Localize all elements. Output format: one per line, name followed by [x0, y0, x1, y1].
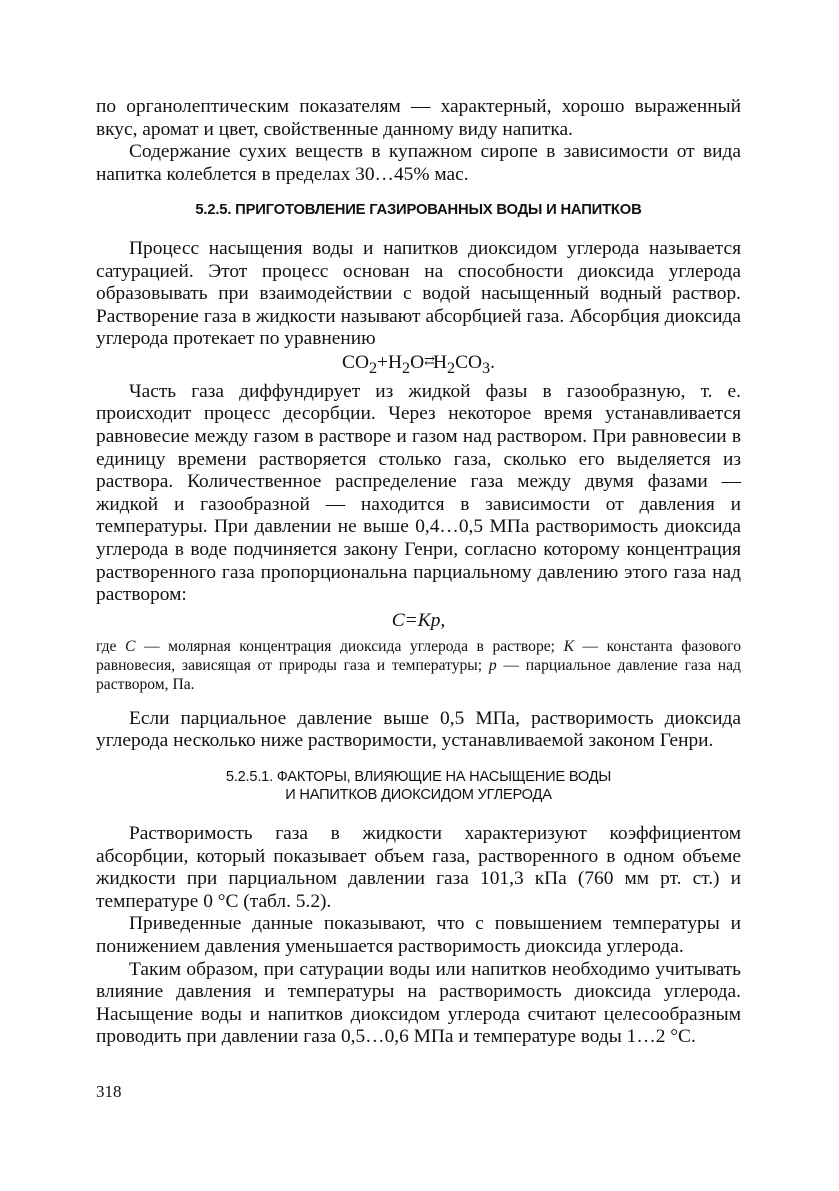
text-column-3	[96, 823, 741, 1049]
paragraph-conclusion: Таким образом, при сатурации воды или напитков необходимо учитывать влияние давления и температуры на растворимость диоксида углерода. Насыщение воды и напитков диоксидом углерода считают целесообразным проводить при давлении газа 0,5…0,6 МПа и температуре воды 1…2 °С.	[96, 958, 741, 1048]
paragraph-absorption-coefficient: Растворимость газа в жидкости характеризуют коэффициентом абсорбции, который показывает объем газа, растворенного в одном объеме жидкости при парциальном давлении газа 101,3 кПа (760 мм рт. ст.) и температуре 0 °С (табл. 5.2).	[96, 823, 741, 912]
eq-sub2b: 2	[402, 359, 411, 377]
note-k: K	[563, 637, 574, 655]
paragraph-dry-matter: Содержание сухих веществ в купажном сиропе в зависимости от вида напитка колеблется в пределах 30…45% мас.	[96, 141, 741, 185]
eq-sub3: 3	[482, 359, 491, 377]
eq-sub2c: 2	[447, 359, 456, 377]
note-p: p	[488, 656, 497, 674]
equation-carbonic-acid	[96, 351, 741, 381]
note-where: где	[96, 637, 117, 655]
subsection-heading-line-1: 5.2.5.1. ФАКТОРЫ, ВЛИЯЮЩИЕ НА НАСЫЩЕНИЕ ВОДЫ	[225, 769, 612, 785]
formula-note	[96, 637, 741, 694]
eq-o: O	[410, 351, 425, 373]
page-number: 318	[96, 1082, 122, 1101]
paragraph-continuation: по органолептическим показателям — характерный, хорошо выраженный вкус, аромат и цвет, свойственные данному виду напитка.	[96, 96, 741, 140]
eq-co: CO	[342, 351, 369, 373]
eq-co3: CO	[455, 351, 483, 373]
subsection-heading-block	[96, 768, 741, 804]
paragraph-desorption: Часть газа диффундирует из жидкой фазы в газообразную, т. е. происходит процесс десорбции. Через некоторое время устанавливается равновесие между газом в растворе и газом над раствором. При равновесии в единицу времени растворяется столько газа, сколько его выделяется из раствора. Количественное распределение газа между двумя фазами — жидкой и газообразной — находится в зависимости от давления и температуры. При давлении не выше 0,4…0,5 МПа растворимость диоксида углерода в воде подчиняется закону Генри, согласно которому концентрация растворенного газа пропорциональна парциальному давлению этого газа над раствором:	[96, 380, 741, 606]
note-c-desc: — молярная концентрация диоксида углерода в растворе;	[143, 637, 556, 655]
eq-sub2: 2	[368, 359, 378, 377]
subsection-heading-line-2: И НАПИТКОВ ДИОКСИДОМ УГЛЕРОДА	[285, 787, 552, 803]
text-column-2	[96, 238, 741, 753]
note-k-desc: — константа фазового равновесия, зависящая от природы газа и температуры;	[96, 637, 741, 674]
eq-end: .	[490, 351, 495, 373]
eq-h: H	[433, 351, 448, 373]
equilibrium-arrows-icon: ⇄	[424, 352, 433, 368]
paragraph-henry-limit: Если парциальное давление выше 0,5 МПа, растворимость диоксида углерода несколько ниже растворимости, устанавливаемой законом Генри.	[96, 707, 741, 752]
section-heading: 5.2.5. ПРИГОТОВЛЕНИЕ ГАЗИРОВАННЫХ ВОДЫ И НАПИТКОВ	[195, 202, 642, 218]
eq-plus-h: +H	[377, 351, 402, 373]
paragraph-data-shows: Приведенные данные показывают, что с повышением температуры и понижением давления уменьшается растворимость диоксида углерода.	[96, 913, 741, 957]
henry-law-formula: C=Kp,	[391, 609, 446, 631]
note-p-desc: — парциальное давление газа над раствором, Па.	[96, 656, 741, 693]
text-column	[96, 96, 741, 186]
equation-henry	[96, 609, 741, 633]
paragraph-saturation: Процесс насыщения воды и напитков диоксидом углерода называется сатурацией. Этот процесс основан на способности диоксида углерода образовывать при взаимодействии с водой насыщенный водный раствор. Растворение газа в жидкости называют абсорбцией газа. Абсорбция диоксида углерода протекает по уравнению	[96, 238, 741, 350]
section-heading-block	[96, 200, 741, 220]
note-c: C	[125, 637, 136, 655]
